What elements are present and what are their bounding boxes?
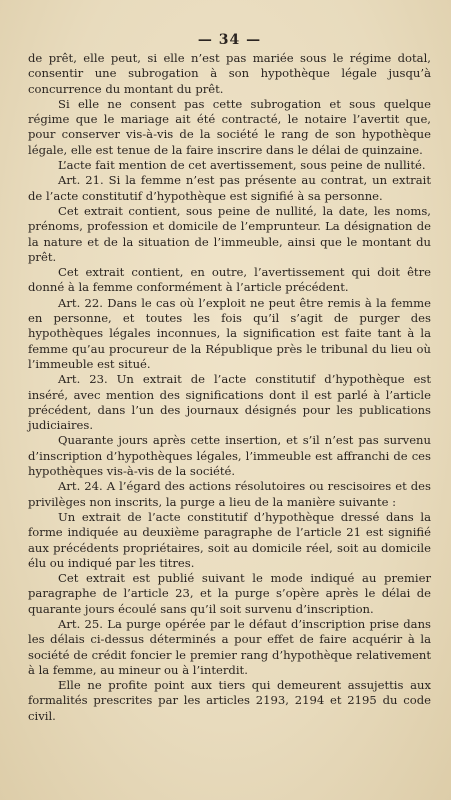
paragraph: Art. 22. Dans le cas où l’exploit ne peut être remis à la femme en personne, et toutes les fois qu’il s’agit de purger des hypothèques légales inconnues, la signification est faite tant à la femme qu’au procureur de la République près le tribunal du lieu où l’immeuble est situé. [28, 295, 431, 371]
paragraph: Art. 24. A l’égard des actions résolutoires ou rescisoires et des privilèges non inscrits, la purge a lieu de la manière suivante : [28, 479, 431, 509]
paragraph: Art. 23. Un extrait de l’acte constitutif d’hypothèque est inséré, avec mention des significations dont il est parlé à l’article précédent, dans l’un des journaux désignés pour les publications judiciaires. [28, 372, 431, 433]
paragraph: Art. 25. La purge opérée par le défaut d’inscription prise dans les délais ci-dessus déterminés a pour effet de faire acquérir à la société de crédit foncier le premier rang d’hypothèque relativement à la femme, au mineur ou à l’interdit. [28, 616, 431, 677]
paragraph: de prêt, elle peut, si elle n’est pas mariée sous le régime dotal, consentir une subrogation à son hypothèque légale jusqu’à concurrence du montant du prêt. [28, 51, 431, 96]
paragraph: Cet extrait contient, sous peine de nullité, la date, les noms, prénoms, profession et domicile de l’emprunteur. La désignation de la nature et de la situation de l’immeuble, ainsi que le montant du prêt. [28, 203, 431, 264]
paragraph: Art. 21. Si la femme n’est pas présente au contrat, un extrait de l’acte constitutif d’hypothèque est signifié à sa personne. [28, 173, 431, 203]
paragraph: Cet extrait est publié suivant le mode indiqué au premier paragraphe de l’article 23, et la purge s’opère après le délai de quarante jours écoulé sans qu’il soit survenu d’inscription. [28, 571, 431, 616]
paragraph: L’acte fait mention de cet avertissement, sous peine de nullité. [58, 158, 426, 173]
paragraph: Un extrait de l’acte constitutif d’hypothèque dressé dans la forme indiquée au deuxième paragraphe de l’article 21 est signifié aux précédents propriétaires, soit au domicile réel, soit au domicile élu ou indiqué par les titres. [28, 509, 431, 570]
paragraph: Si elle ne consent pas cette subrogation et sous quelque régime que le mariage ait été contracté, le notaire l’avertit que, pour conserver vis-à-vis de la société le rang de son hypothèque légale, elle est tenue de la faire inscrire dans le délai de quinzaine. [28, 96, 431, 157]
page-number: — 34 — [197, 32, 262, 48]
paragraph: Cet extrait contient, en outre, l’avertissement qui doit être donné à la femme conformément à l’article précédent. [28, 265, 431, 295]
paragraph: Quarante jours après cette insertion, et s’il n’est pas survenu d’inscription d’hypothèques légales, l’immeuble est affranchi de ces hypothèques vis-à-vis de la société. [28, 433, 431, 479]
body-text [28, 51, 431, 724]
paragraph: Elle ne profite point aux tiers qui demeurent assujettis aux formalités prescrites par les articles 2193, 2194 et 2195 du code civil. [28, 678, 431, 723]
